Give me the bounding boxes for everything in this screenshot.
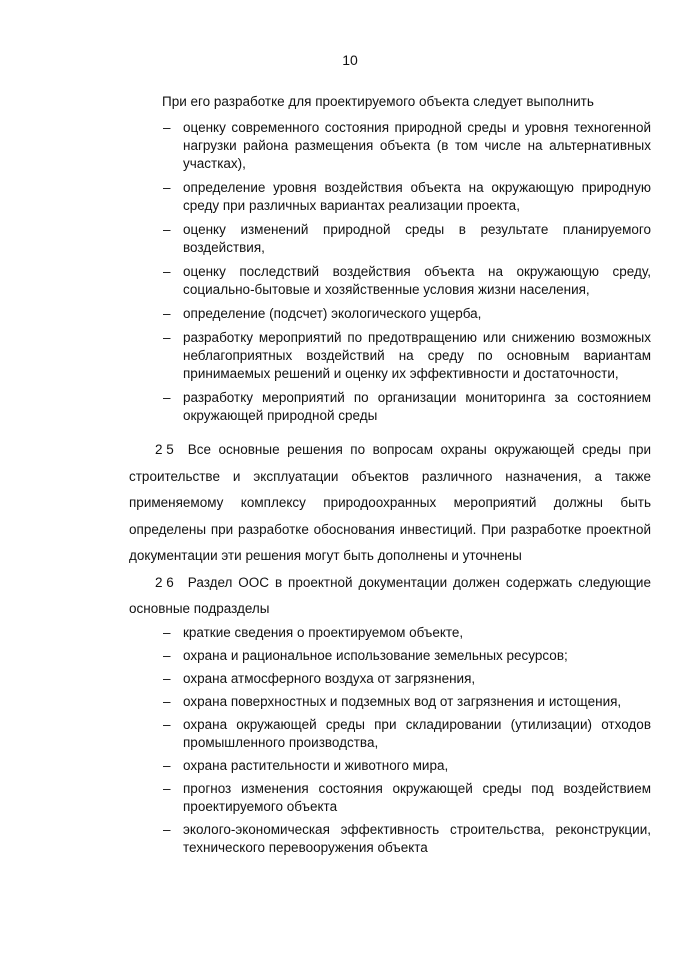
dash-marker: – bbox=[163, 781, 171, 796]
dash-marker: – bbox=[163, 390, 171, 405]
list-item bbox=[163, 670, 651, 688]
dash-marker: – bbox=[163, 222, 171, 237]
list-item-text: краткие сведения о проектируемом объекте, bbox=[183, 625, 464, 640]
section-text: Раздел ООС в проектной документации должен содержать следующие основные подразделы bbox=[129, 575, 651, 616]
list-item-text: определение уровня воздействия объекта на окружающую природную среду при различных вариантах реализации проекта, bbox=[183, 180, 651, 213]
dash-marker: – bbox=[163, 717, 171, 732]
dash-marker: – bbox=[163, 120, 171, 135]
dash-marker: – bbox=[163, 648, 171, 663]
list-item bbox=[163, 693, 651, 711]
list-item-text: эколого-экономическая эффективность строительства, реконструкции, технического перевооружения объекта bbox=[183, 822, 651, 855]
list-item bbox=[163, 647, 651, 665]
list-item-text: оценку изменений природной среды в результате планируемого воздействия, bbox=[183, 222, 651, 255]
list-item-text: разработку мероприятий по предотвращению или снижению возможных неблагоприятных воздействий на среду по основным вариантам принимаемых решений и оценку их эффективности и достаточности, bbox=[183, 330, 651, 381]
section-text: Все основные решения по вопросам охраны окружающей среды при строительстве и эксплуатации объектов различного назначения, а также применяемому комплексу природоохранных мероприятий должны быть определены при разработке обоснования инвестиций. При разработке проектной документации эти решения могут быть дополнены и уточнены bbox=[129, 442, 651, 563]
list-item bbox=[163, 624, 651, 642]
list-item-text: охрана окружающей среды при складировании (утилизации) отходов промышленного производства, bbox=[183, 717, 651, 750]
list-item-text: оценку последствий воздействия объекта на окружающую среду, социально-бытовые и хозяйственные условия жизни населения, bbox=[183, 264, 651, 297]
intro-paragraph: При его разработке для проектируемого объекта следует выполнить bbox=[162, 94, 594, 109]
section-number: 2 6 bbox=[155, 575, 174, 590]
section-2-5-paragraph bbox=[129, 437, 651, 570]
dash-marker: – bbox=[163, 330, 171, 345]
list-item-text: охрана поверхностных и подземных вод от загрязнения и истощения, bbox=[183, 694, 622, 709]
list-item bbox=[163, 221, 651, 257]
list-item-text: охрана атмосферного воздуха от загрязнения, bbox=[183, 671, 476, 686]
list-item bbox=[163, 757, 651, 775]
list-item bbox=[163, 305, 651, 323]
list-item-text: прогноз изменения состояния окружающей среды под воздействием проектируемого объекта bbox=[183, 781, 651, 814]
list-item bbox=[163, 119, 651, 173]
dash-marker: – bbox=[163, 180, 171, 195]
page-number: 10 bbox=[342, 52, 358, 68]
list-item bbox=[163, 716, 651, 752]
list-item-text: разработку мероприятий по организации мониторинга за состоянием окружающей природной среды bbox=[183, 390, 651, 423]
dash-marker: – bbox=[163, 625, 171, 640]
section-number: 2 5 bbox=[155, 442, 174, 457]
assessment-task-list bbox=[163, 119, 651, 431]
dash-marker: – bbox=[163, 822, 171, 837]
dash-marker: – bbox=[163, 671, 171, 686]
list-item bbox=[163, 389, 651, 425]
dash-marker: – bbox=[163, 306, 171, 321]
dash-marker: – bbox=[163, 264, 171, 279]
subsection-list bbox=[163, 624, 651, 862]
list-item bbox=[163, 780, 651, 816]
list-item bbox=[163, 179, 651, 215]
list-item bbox=[163, 263, 651, 299]
list-item-text: охрана и рациональное использование земельных ресурсов; bbox=[183, 648, 568, 663]
section-2-6-paragraph bbox=[129, 570, 651, 622]
list-item-text: определение (подсчет) экологического ущерба, bbox=[183, 306, 482, 321]
list-item bbox=[163, 329, 651, 383]
list-item-text: охрана растительности и животного мира, bbox=[183, 758, 449, 773]
dash-marker: – bbox=[163, 694, 171, 709]
list-item bbox=[163, 821, 651, 857]
dash-marker: – bbox=[163, 758, 171, 773]
list-item-text: оценку современного состояния природной среды и уровня техногенной нагрузки района размещения объекта (в том числе на альтернативных участках), bbox=[183, 120, 651, 171]
